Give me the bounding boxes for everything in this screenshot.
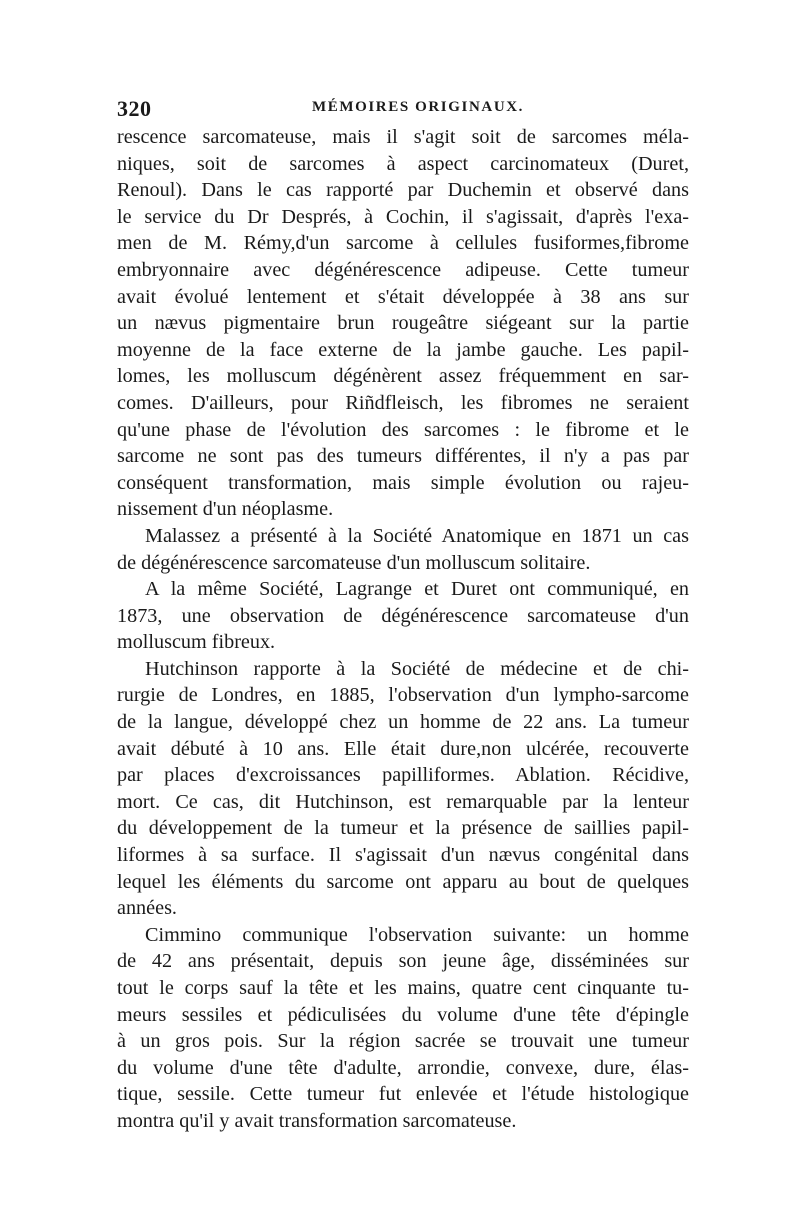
text-line: Cimmino communique l'observation suivante: un homme bbox=[145, 923, 689, 946]
page-number: 320 bbox=[117, 96, 152, 121]
text-line: rescence sarcomateuse, mais il s'agit soit de sarcomes méla- bbox=[117, 126, 689, 148]
paragraph bbox=[117, 922, 689, 1135]
text-line: moyenne de la face externe de la jambe gauche. Les papil- bbox=[117, 338, 689, 361]
paragraph bbox=[117, 576, 689, 656]
text-line: à un gros pois. Sur la région sacrée se trouvait une tumeur bbox=[117, 1030, 689, 1053]
text-line: rurgie de Londres, en 1885, l'observation d'un lympho-sarcome bbox=[117, 684, 689, 707]
text-line: de la langue, développé chez un homme de 22 ans. La tumeur bbox=[117, 711, 689, 734]
text-line: du développement de la tumeur et la présence de saillies papil- bbox=[117, 817, 689, 840]
text-line: de 42 ans présentait, depuis son jeune âge, disséminées sur bbox=[117, 950, 689, 973]
text-line: par places d'excroissances papilliformes. Ablation. Récidive, bbox=[117, 764, 689, 787]
paragraph bbox=[117, 523, 689, 576]
paragraph bbox=[117, 656, 689, 922]
text-line: lequel les éléments du sarcome ont apparu au bout de quelques bbox=[117, 870, 689, 893]
text-line: Hutchinson rapporte à la Société de médecine et de chi- bbox=[145, 657, 689, 680]
text-line: A la même Société, Lagrange et Duret ont communiqué, en bbox=[145, 578, 689, 601]
text-line: comes. D'ailleurs, pour Riñdfleisch, les fibromes ne seraient bbox=[117, 391, 689, 414]
text-line: meurs sessiles et pédiculisées du volume d'une tête d'épingle bbox=[117, 1003, 689, 1026]
text-line: qu'une phase de l'évolution des sarcomes : le fibrome et le bbox=[117, 418, 689, 441]
text-line: avait évolué lentement et s'était développée à 38 ans sur bbox=[117, 285, 689, 308]
text-line: embryonnaire avec dégénérescence adipeuse. Cette tumeur bbox=[117, 258, 689, 281]
page-header bbox=[117, 96, 689, 124]
text-line: avait débuté à 10 ans. Elle était dure,non ulcérée, recouverte bbox=[117, 737, 689, 760]
text-line: lomes, les molluscum dégénèrent assez fréquemment en sar- bbox=[117, 365, 689, 388]
text-line: de dégénérescence sarcomateuse d'un molluscum solitaire. bbox=[117, 551, 591, 574]
text-line: un nævus pigmentaire brun rougeâtre siégeant sur la partie bbox=[117, 312, 689, 335]
paragraph bbox=[117, 124, 689, 523]
text-line: du volume d'une tête d'adulte, arrondie, convexe, dure, élas- bbox=[117, 1056, 689, 1079]
text-line: 1873, une observation de dégénérescence sarcomateuse d'un bbox=[117, 604, 689, 627]
text-line: tique, sessile. Cette tumeur fut enlevée et l'étude histologique bbox=[117, 1083, 689, 1106]
text-line: Renoul). Dans le cas rapporté par Duchemin et observé dans bbox=[117, 179, 689, 202]
text-line: conséquent transformation, mais simple évolution ou rajeu- bbox=[117, 471, 689, 494]
text-line: Malassez a présenté à la Société Anatomique en 1871 un cas bbox=[145, 524, 689, 547]
text-line: nissement d'un néoplasme. bbox=[117, 498, 334, 521]
text-line: montra qu'il y avait transformation sarcomateuse. bbox=[117, 1109, 517, 1132]
text-line: sarcome ne sont pas des tumeurs différentes, il n'y a pas par bbox=[117, 445, 689, 468]
running-title: MÉMOIRES ORIGINAUX. bbox=[311, 99, 525, 115]
text-line: men de M. Rémy,d'un sarcome à cellules fusiformes,fibrome bbox=[117, 232, 689, 255]
text-line: mort. Ce cas, dit Hutchinson, est remarquable par la lenteur bbox=[117, 790, 689, 813]
text-line: niques, soit de sarcomes à aspect carcinomateux (Duret, bbox=[117, 152, 689, 175]
text-line: molluscum fibreux. bbox=[117, 631, 276, 654]
text-line: le service du Dr Després, à Cochin, il s'agissait, d'après l'exa- bbox=[117, 205, 689, 228]
body-text bbox=[117, 124, 689, 1135]
text-line: liformes à sa surface. Il s'agissait d'un nævus congénital dans bbox=[117, 844, 689, 867]
text-line: tout le corps sauf la tête et les mains, quatre cent cinquante tu- bbox=[117, 977, 689, 999]
text-line: années. bbox=[117, 897, 177, 920]
